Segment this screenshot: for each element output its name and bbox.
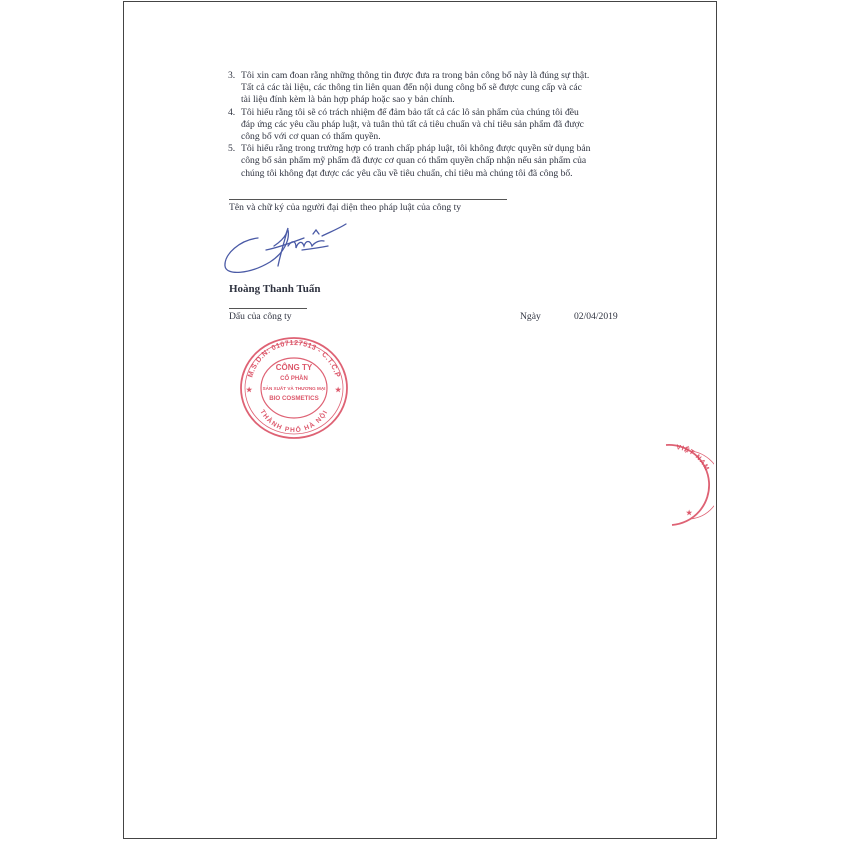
company-stamp bbox=[238, 336, 350, 440]
commitment-item-4 bbox=[228, 107, 646, 144]
stamp-line-2: CỔ PHẦN bbox=[280, 376, 308, 382]
item-line: công bố với cơ quan có thẩm quyền. bbox=[241, 131, 381, 143]
date-label: Ngày bbox=[520, 311, 541, 322]
item-number: 4. bbox=[228, 106, 236, 118]
signer-name: Hoàng Thanh Tuấn bbox=[229, 283, 321, 295]
commitment-list bbox=[228, 70, 646, 180]
item-line: đáp ứng các yêu cầu pháp luật, và tuân thủ tất cả tiêu chuẩn và chỉ tiêu sản phẩm đã được bbox=[241, 118, 584, 130]
signature-rule bbox=[229, 199, 507, 200]
star-icon: ★ bbox=[686, 510, 693, 517]
date-value: 02/04/2019 bbox=[574, 311, 618, 322]
side-stamp-text: VIỆT NAM bbox=[675, 444, 711, 473]
representative-caption: Tên và chữ ký của người đại diện theo pháp luật của công ty bbox=[229, 202, 462, 213]
stamp-line-1: CÔNG TY bbox=[275, 363, 313, 372]
item-line: Tôi hiểu rằng trong trường hợp có tranh chấp pháp luật, tôi không được quyền sử dụng bản bbox=[241, 143, 591, 155]
item-line: Tôi xin cam đoan rằng những thông tin được đưa ra trong bản công bố này là đúng sự thật. bbox=[241, 70, 590, 81]
stamp-bottom-text: THÀNH PHỐ HÀ NỘI bbox=[258, 408, 330, 435]
star-icon: ★ bbox=[246, 387, 253, 394]
item-line: chúng tôi không đạt được các yêu cầu về tiêu chuẩn, chỉ tiêu mà chúng tôi đã công bố. bbox=[241, 167, 573, 179]
stamp-outer-text: M.S.D.N: 0107127513 - C.T.C.P bbox=[245, 337, 343, 379]
stamp-line-3: SẢN XUẤT VÀ THƯƠNG MẠI bbox=[262, 386, 326, 391]
item-number: 3. bbox=[228, 70, 236, 81]
item-line: Tôi hiểu rằng tôi sẽ có trách nhiệm để đảm bảo tất cả các lô sản phẩm của chúng tôi đều bbox=[241, 106, 579, 118]
item-number: 5. bbox=[228, 143, 236, 155]
seal-caption: Dấu của công ty bbox=[229, 311, 292, 322]
item-line: Tất cả các tài liệu, các thông tin liên quan đến nội dung công bố sẽ được cung cấp và các bbox=[241, 82, 582, 94]
svg-text:THÀNH PHỐ HÀ NỘI bbox=[258, 409, 329, 434]
signature-image bbox=[218, 216, 358, 278]
partial-stamp bbox=[664, 443, 714, 527]
item-line: tài liệu đính kèm là bản hợp pháp hoặc sao y bản chính. bbox=[241, 94, 455, 106]
svg-text:VIỆT NAM bbox=[676, 444, 711, 472]
star-icon: ★ bbox=[335, 387, 342, 394]
commitment-item-3 bbox=[228, 70, 646, 107]
stamp-line-4: BIO COSMETICS bbox=[269, 395, 319, 402]
seal-rule bbox=[229, 308, 307, 309]
commitment-item-5 bbox=[228, 143, 646, 180]
item-line: công bố sản phẩm mỹ phẩm đã được cơ quan có thẩm quyền chấp nhận nếu sản phẩm của bbox=[241, 155, 587, 167]
